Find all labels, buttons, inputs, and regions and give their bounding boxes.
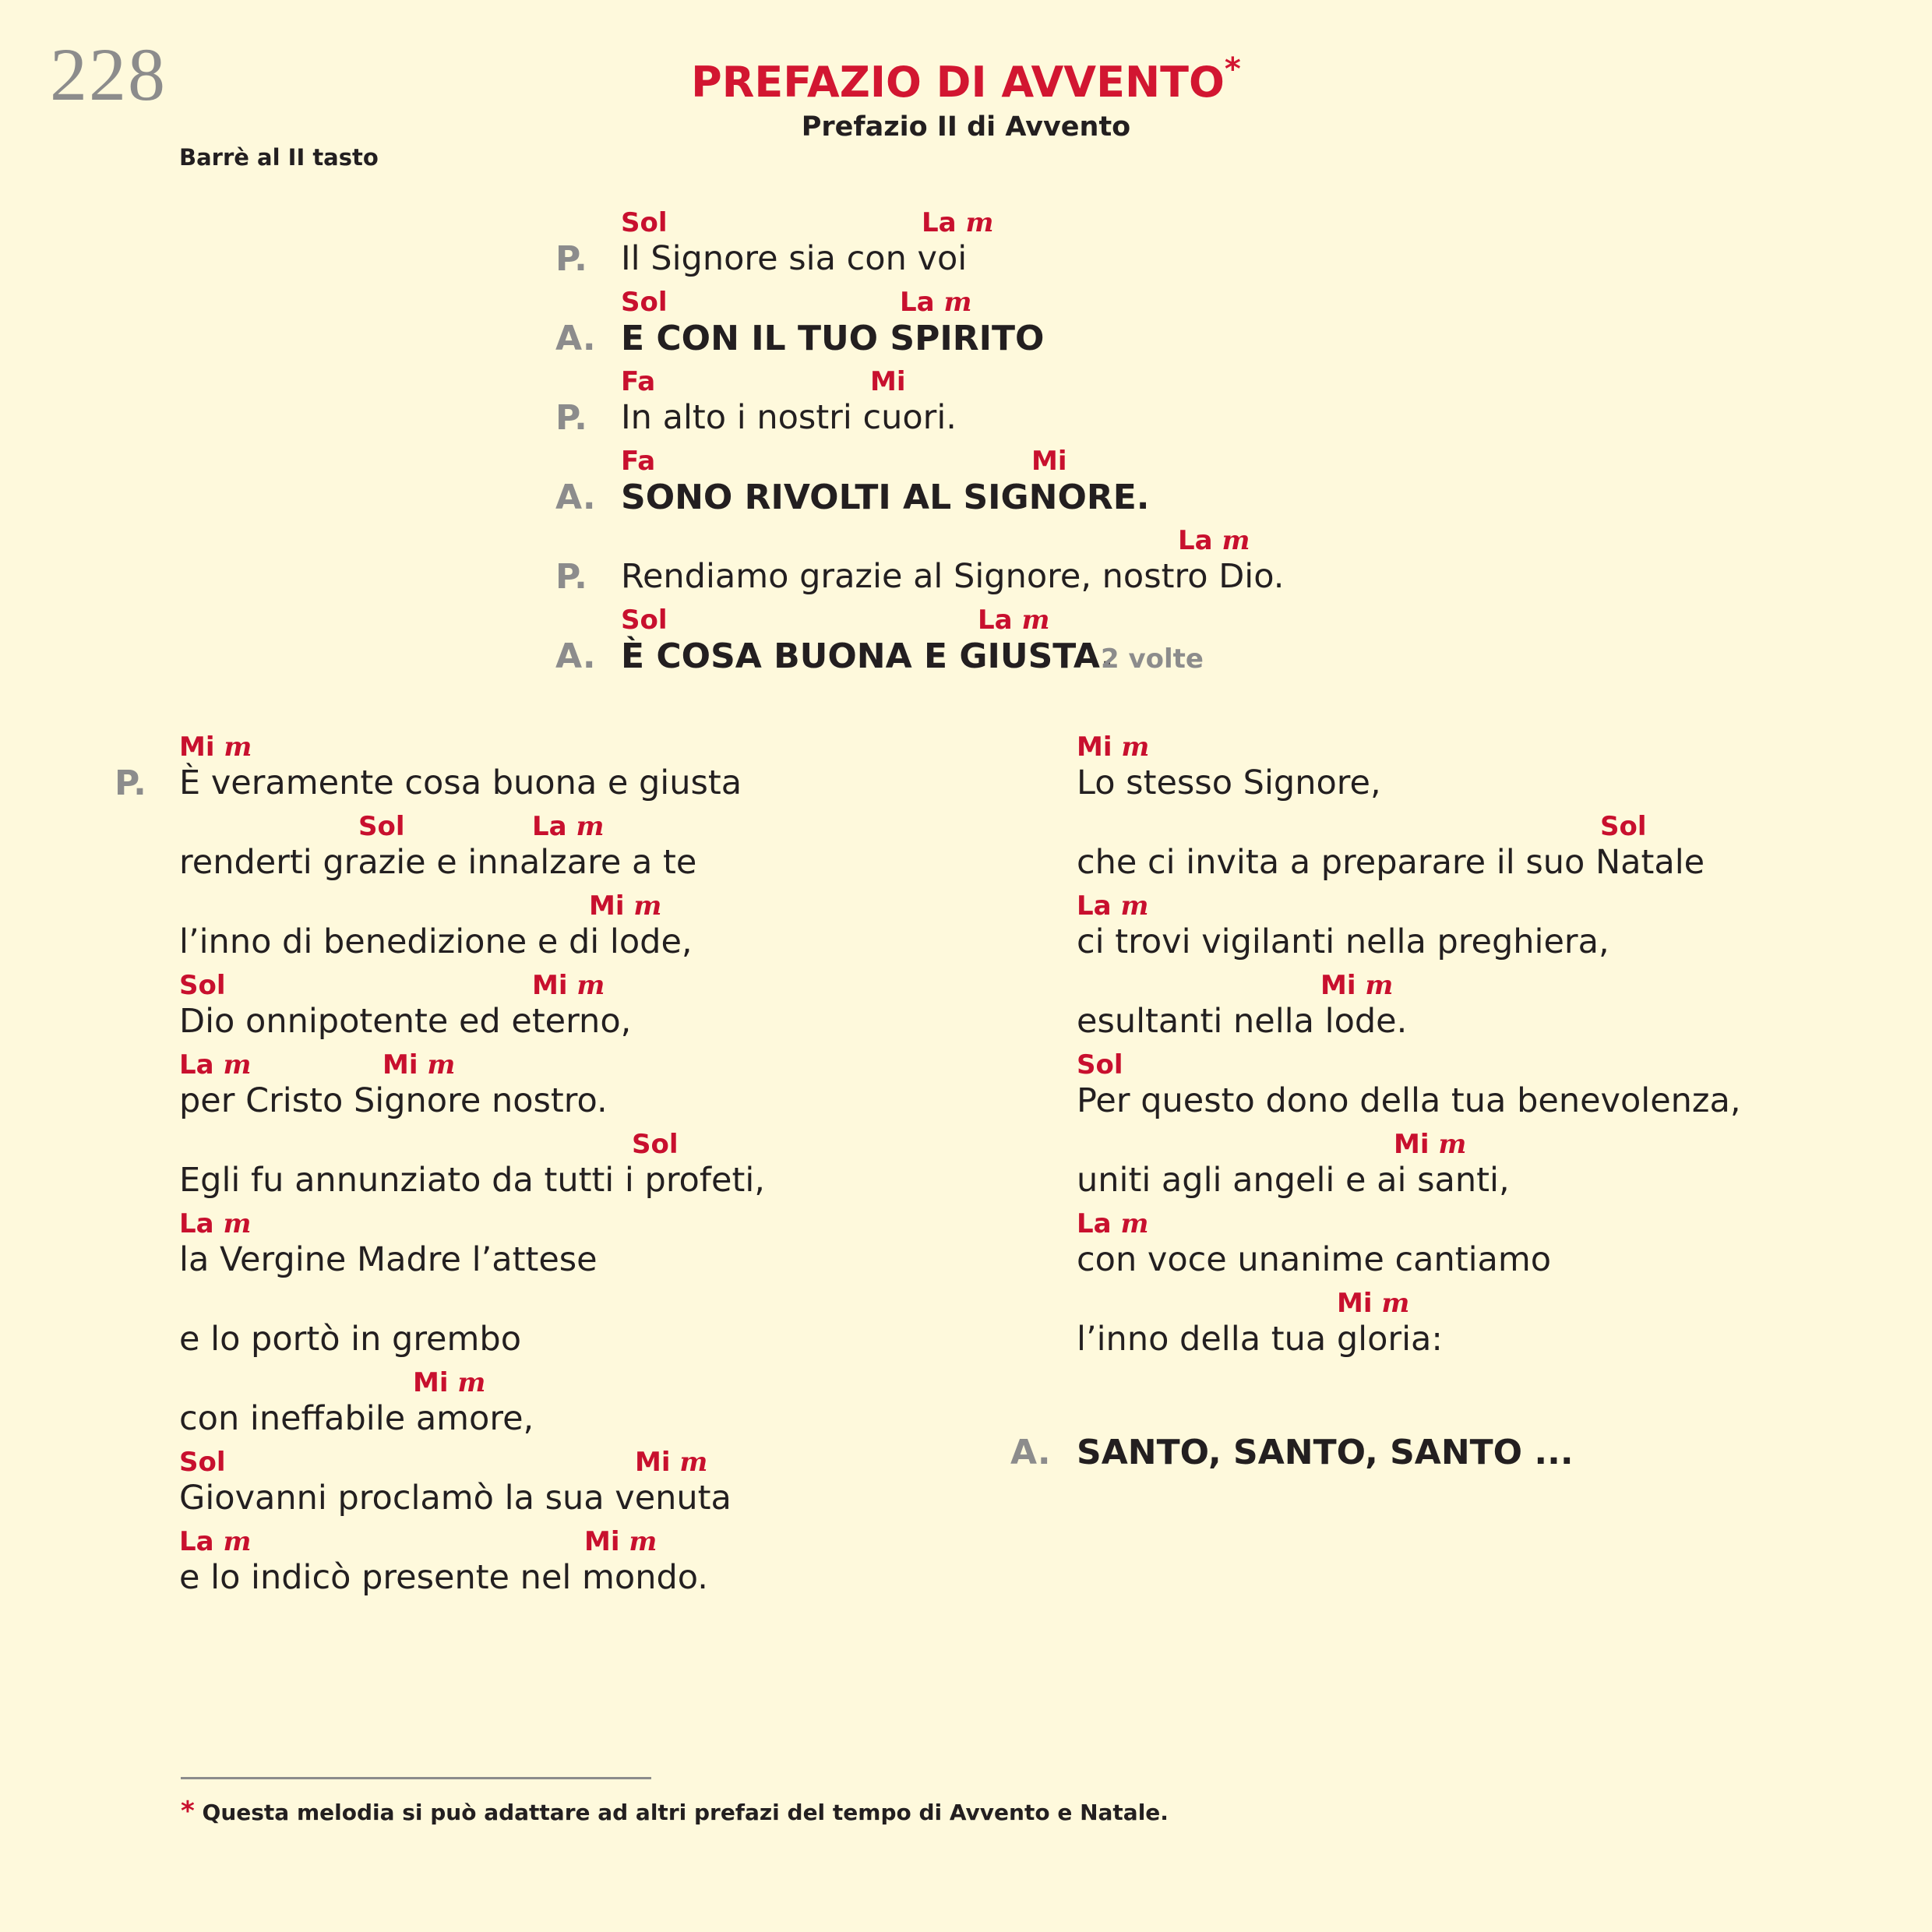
speaker-label: A.	[1010, 1433, 1051, 1472]
chord-label: Mi m	[1337, 1288, 1410, 1319]
chord-label: Sol	[621, 287, 668, 318]
lyric-line: per Cristo Signore nostro.	[179, 1081, 608, 1120]
chord-label: Sol	[1600, 811, 1647, 842]
chord-label: Mi m	[635, 1447, 708, 1478]
speaker-label: A.	[555, 478, 596, 517]
speaker-label: P.	[555, 239, 587, 279]
dialogue-line: SONO RIVOLTI AL SIGNORE.	[621, 478, 1150, 517]
page-subtitle: Prefazio II di Avvento	[801, 111, 1131, 143]
chord-label: Mi m	[383, 1049, 456, 1081]
lyric-line: Giovanni proclamò la sua venuta	[179, 1479, 732, 1518]
page-number: 228	[50, 33, 167, 116]
lyric-line: la Vergine Madre l’attese	[179, 1240, 598, 1279]
speaker-label: P.	[115, 763, 146, 803]
chord-label: Sol	[621, 207, 668, 238]
lyric-line: l’inno della tua gloria:	[1077, 1320, 1443, 1359]
lyric-line: È veramente cosa buona e giusta	[179, 763, 742, 802]
page-title	[0, 51, 1932, 107]
dialogue-line: È COSA BUONA E GIUSTA.	[621, 636, 1114, 676]
dialogue-line: Il Signore sia con voi	[621, 239, 968, 278]
lyric-line: uniti agli angeli e ai santi,	[1077, 1161, 1510, 1200]
dialogue-line: E CON IL TUO SPIRITO	[621, 319, 1045, 358]
chord-label: Fa	[621, 366, 656, 397]
lyric-line: con voce unanime cantiamo	[1077, 1240, 1552, 1279]
lyric-line: Dio onnipotente ed eterno,	[179, 1002, 632, 1041]
title-text: PREFAZIO DI AVVENTO	[691, 58, 1225, 107]
chord-label: Mi m	[584, 1526, 658, 1557]
lyric-line: che ci invita a preparare il suo Natale	[1077, 843, 1705, 882]
chord-label: Sol	[632, 1129, 679, 1160]
chord-label: Mi	[870, 366, 906, 397]
speaker-label: A.	[555, 319, 596, 358]
chord-label: Mi m	[1077, 732, 1150, 763]
repeat-note: 2 volte	[1101, 643, 1204, 675]
chord-label: La m	[978, 605, 1050, 636]
dialogue-line: Rendiamo grazie al Signore, nostro Dio.	[621, 557, 1285, 596]
lyric-line: Egli fu annunziato da tutti i profeti,	[179, 1161, 765, 1200]
lyric-line: renderti grazie e innalzare a te	[179, 843, 697, 882]
footnote	[181, 1796, 1169, 1827]
lyric-line: Per questo dono della tua benevolenza,	[1077, 1081, 1741, 1120]
guitar-capo-note: Barrè al II tasto	[179, 144, 379, 171]
chord-label: Mi m	[413, 1367, 486, 1398]
chord-label: Mi m	[1394, 1129, 1467, 1160]
speaker-label: A.	[555, 636, 596, 676]
chord-label: La m	[532, 811, 605, 842]
lyric-line: ci trovi vigilanti nella preghiera,	[1077, 922, 1609, 961]
footnote-divider	[181, 1777, 651, 1779]
lyric-line: con ineffabile amore,	[179, 1399, 534, 1438]
lyric-line: Lo stesso Signore,	[1077, 763, 1381, 802]
chord-label: La m	[179, 1208, 252, 1239]
lyric-line: e lo indicò presente nel mondo.	[179, 1558, 708, 1597]
speaker-label: P.	[555, 398, 587, 438]
chord-label: Mi m	[1320, 970, 1394, 1001]
chord-label: Mi m	[532, 970, 605, 1001]
chord-label: La m	[900, 287, 972, 318]
chord-label: Sol	[621, 605, 668, 636]
chord-label: Fa	[621, 446, 656, 477]
chord-label: Sol	[179, 970, 226, 1001]
chord-label: La m	[1178, 525, 1250, 556]
lyric-line: e lo portò in grembo	[179, 1320, 522, 1359]
chord-label: La m	[922, 207, 994, 238]
chord-label: La m	[179, 1526, 252, 1557]
footnote-text: Questa melodia si può adattare ad altri prefazi del tempo di Avvento e Natale.	[202, 1800, 1169, 1825]
chord-label: Mi m	[589, 890, 662, 922]
closing-line: SANTO, SANTO, SANTO ...	[1077, 1433, 1574, 1472]
lyric-line: esultanti nella lode.	[1077, 1002, 1408, 1041]
footnote-asterisk: *	[181, 1796, 195, 1827]
chord-label: Sol	[179, 1447, 226, 1478]
dialogue-line: In alto i nostri cuori.	[621, 398, 957, 437]
speaker-label: P.	[555, 557, 587, 597]
chord-label: La m	[179, 1049, 252, 1081]
chord-label: Mi	[1031, 446, 1067, 477]
chord-label: Sol	[1077, 1049, 1123, 1081]
chord-label: La m	[1077, 890, 1149, 922]
chord-label: Sol	[358, 811, 405, 842]
title-asterisk: *	[1224, 51, 1241, 87]
lyric-line: l’inno di benedizione e di lode,	[179, 922, 693, 961]
chord-label: Mi m	[179, 732, 252, 763]
chord-label: La m	[1077, 1208, 1149, 1239]
